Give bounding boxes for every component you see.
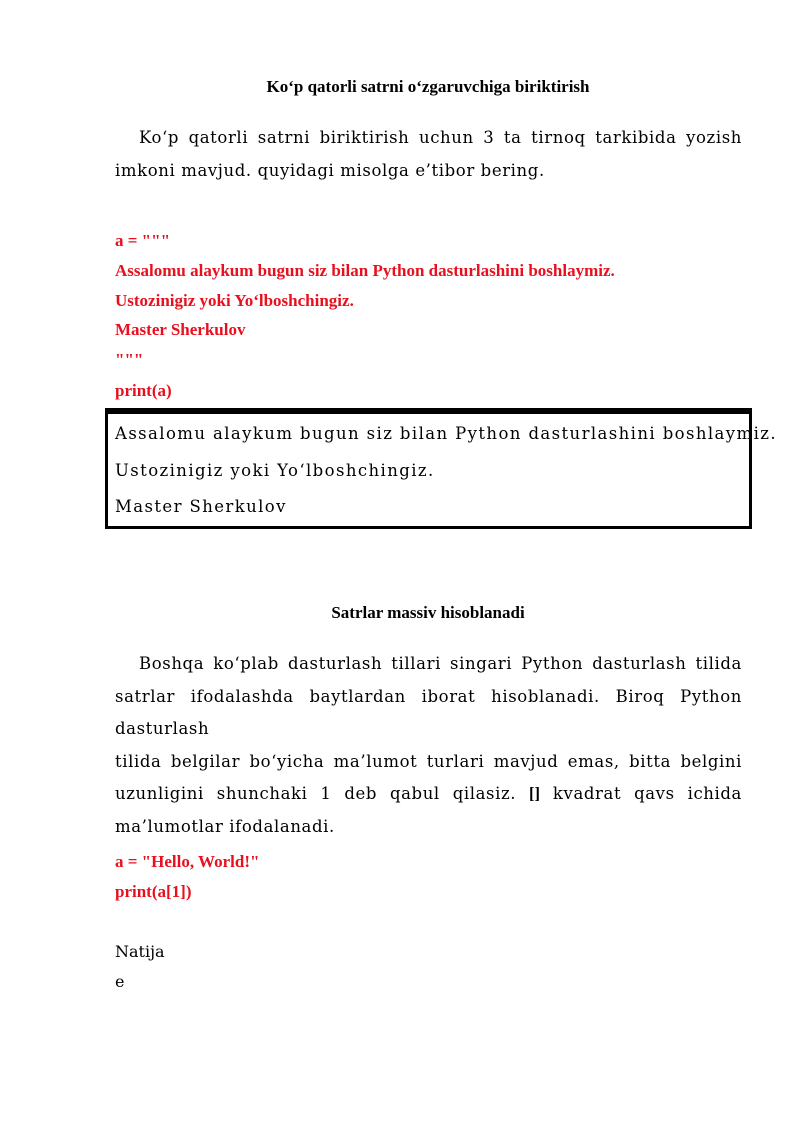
section2-paragraph-line: ma’lumotlar ifodalanadi. xyxy=(115,816,335,836)
result-label: Natija xyxy=(115,942,165,961)
section2-paragraph xyxy=(115,648,742,843)
output-line: Ustozinigiz yoki Yo‘lboshchingiz. xyxy=(115,461,435,480)
section2-paragraph-line xyxy=(115,778,742,811)
code-line: Assalomu alaykum bugun siz bilan Python dasturlashini boshlaymiz. xyxy=(115,261,615,280)
section2-paragraph-line: satrlar ifodalashda baytlardan iborat hisoblanadi. Biroq Python dasturlash xyxy=(115,686,742,738)
section1-paragraph-line2: imkoni mavjud. quyidagi misolga e’tibor bering. xyxy=(115,160,545,180)
section1-title: Ko‘p qatorli satrni o‘zgaruvchiga biriktirish xyxy=(266,77,590,96)
code-line: Master Sherkulov xyxy=(115,320,246,339)
section2-paragraph-line: Boshqa ko‘plab dasturlash tillari singari Python dasturlash tilida xyxy=(139,654,742,673)
code-line: Ustozinigiz yoki Yo‘lboshchingiz. xyxy=(115,291,354,310)
section2-paragraph-line: tilida belgilar bo‘yicha ma’lumot turlari mavjud emas, bitta belgini xyxy=(115,751,742,771)
code-line: a = """ xyxy=(115,231,171,250)
paragraph-text: kvadrat qavs ichida xyxy=(540,784,742,803)
section2-title: Satrlar massiv hisoblanadi xyxy=(331,603,525,622)
code-line: a = "Hello, World!" xyxy=(115,852,260,871)
output-line: Master Sherkulov xyxy=(115,497,287,516)
code-line: """ xyxy=(115,350,144,369)
result-value: e xyxy=(115,972,125,991)
paragraph-text: uzunligini shunchaki 1 deb qabul qilasiz. xyxy=(115,784,530,803)
section1-paragraph xyxy=(115,122,742,187)
section1-paragraph-line1: Ko‘p qatorli satrni biriktirish uchun 3 ta tirnoq tarkibida yozish xyxy=(139,128,742,147)
output-line: Assalomu alaykum bugun siz bilan Python dasturlashini boshlaymiz. xyxy=(115,424,777,443)
bracket-symbol: [] xyxy=(529,784,541,803)
code-line: print(a[1]) xyxy=(115,882,192,901)
code-line: print(a) xyxy=(115,381,172,400)
